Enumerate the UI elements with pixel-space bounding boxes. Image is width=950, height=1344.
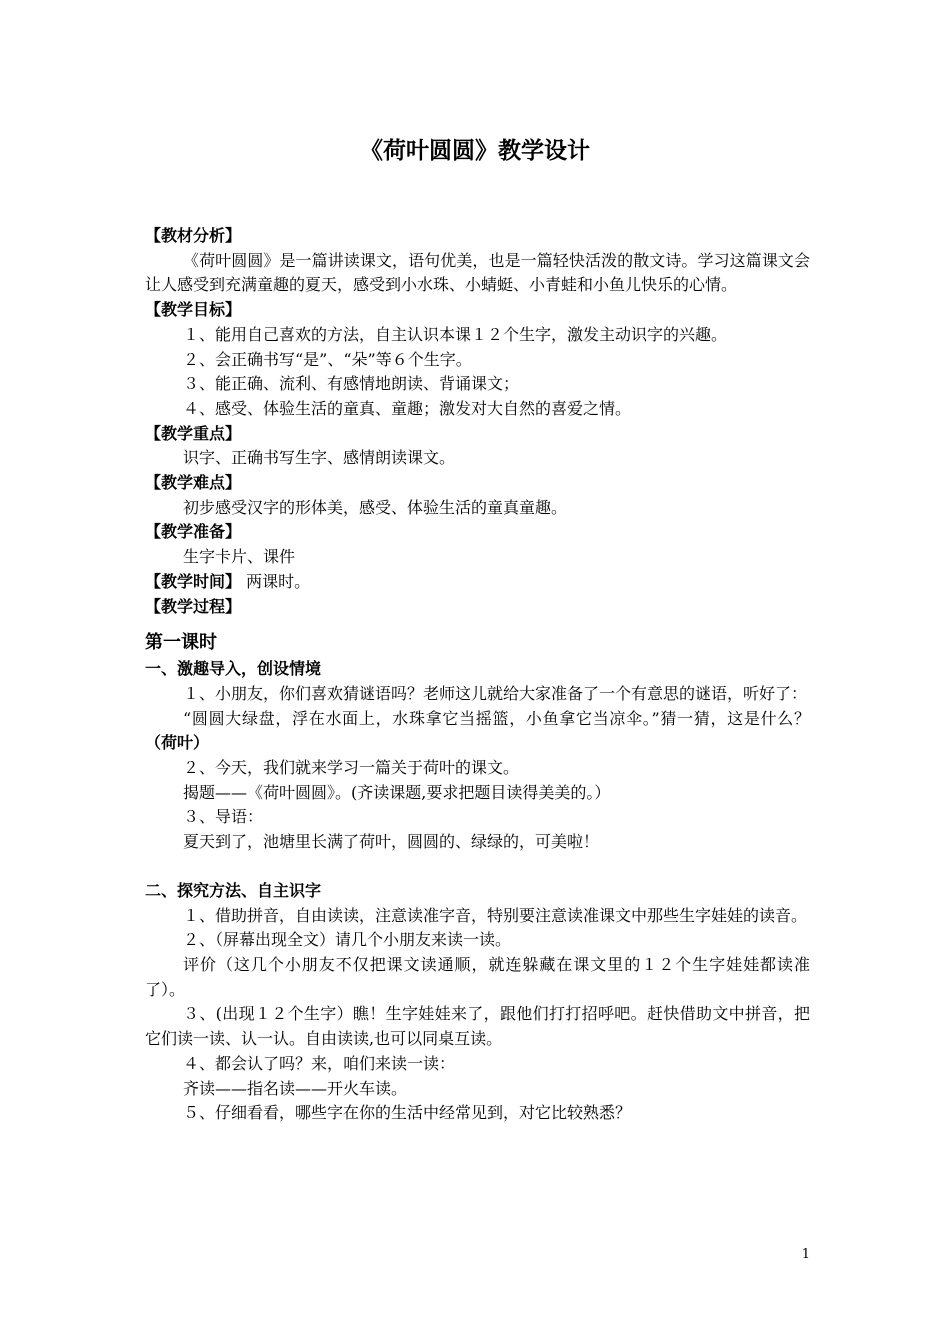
step-paragraph: ３、(出现１２个生字）瞧！生字娃娃来了，跟他们打打招呼吧。赶快借助文中拼音，把它们读一读、认一认。自由读读,也可以同桌互读。 bbox=[145, 1004, 810, 1049]
step-paragraph: 夏天到了，池塘里长满了荷叶，圆圆的、绿绿的，可美啦！ bbox=[183, 832, 600, 852]
time-line bbox=[145, 570, 810, 595]
step-paragraph: 齐读——指名读——开火车读。 bbox=[183, 1078, 408, 1098]
page-number: 1 bbox=[801, 1247, 810, 1262]
section-heading-time: 【教学时间】 bbox=[145, 571, 242, 591]
step-paragraph: １、借助拼音，自由读读，注意读准字音，特别要注意读准课文中那些生字娃娃的读音。 bbox=[183, 905, 808, 925]
part-heading-2: 二、探究方法、自主识字 bbox=[145, 880, 322, 900]
document-body bbox=[145, 224, 810, 1126]
step-paragraph: 评价（这几个小朋友不仅把课文读通顺，就连躲藏在课文里的１２个生字娃娃都读准了）。 bbox=[145, 954, 810, 999]
section-heading-analysis: 【教材分析】 bbox=[145, 226, 242, 245]
step-paragraph: １、小朋友，你们喜欢猜谜语吗？老师这儿就给大家准备了一个有意思的谜语，听好了： bbox=[183, 683, 808, 703]
section-heading-difficult: 【教学难点】 bbox=[145, 473, 242, 493]
step-paragraph: 揭题——《荷叶圆圆》。(齐读课题,要求把题目读得美美的。） bbox=[183, 782, 611, 802]
section-heading-goals: 【教学目标】 bbox=[145, 300, 242, 320]
part-heading-1: 一、激趣导入，创设情境 bbox=[145, 659, 322, 679]
riddle-paragraph bbox=[145, 707, 810, 756]
difficult-paragraph: 初步感受汉字的形体美，感受、体验生活的童真童趣。 bbox=[183, 497, 568, 517]
goal-item: ３、能正确、流利、有感情地朗读、背诵课文； bbox=[183, 374, 520, 394]
section-heading-key: 【教学重点】 bbox=[145, 423, 242, 443]
prep-paragraph: 生字卡片、课件 bbox=[183, 547, 296, 567]
analysis-paragraph: 《荷叶圆圆》是一篇讲读课文，语句优美，也是一篇轻快活泼的散文诗。学习这篇课文会让人感受到充满童趣的夏天，感受到小水珠、小蜻蜓、小青蛙和小鱼儿快乐的心情。 bbox=[145, 250, 810, 295]
riddle-answer: （荷叶） bbox=[145, 733, 210, 753]
document-title: 《荷叶圆圆》教学设计 bbox=[360, 138, 590, 164]
goal-item: １、能用自己喜欢的方法，自主认识本课１２个生字，激发主动识字的兴趣。 bbox=[183, 324, 728, 344]
riddle-text: “圆圆大绿盘，浮在水面上，水珠拿它当摇篮，小鱼拿它当凉伞。”猜一猜，这是什么？ bbox=[183, 708, 810, 728]
step-paragraph: ３、导语： bbox=[183, 807, 264, 827]
goal-item: ２、会正确书写“是”、“朵”等６个生字。 bbox=[183, 349, 472, 369]
time-text: 两课时。 bbox=[246, 571, 311, 591]
goal-item: ４、感受、体验生活的童真、童趣；激发对大自然的喜爱之情。 bbox=[183, 398, 632, 418]
key-paragraph: 识字、正确书写生字、感情朗读课文。 bbox=[183, 448, 456, 468]
step-paragraph: ４、都会认了吗？来，咱们来读一读： bbox=[183, 1053, 456, 1073]
step-paragraph: ５、仔细看看，哪些字在你的生活中经常见到，对它比较熟悉？ bbox=[183, 1103, 632, 1123]
step-paragraph: ２、（屏幕出现全文）请几个小朋友来读一读。 bbox=[183, 930, 512, 950]
step-paragraph: ２、今天，我们就来学习一篇关于荷叶的课文。 bbox=[183, 758, 520, 778]
section-heading-prep: 【教学准备】 bbox=[145, 522, 242, 542]
spacer bbox=[145, 855, 810, 879]
section-heading-process: 【教学过程】 bbox=[145, 596, 242, 616]
lesson-heading: 第一课时 bbox=[145, 632, 217, 654]
